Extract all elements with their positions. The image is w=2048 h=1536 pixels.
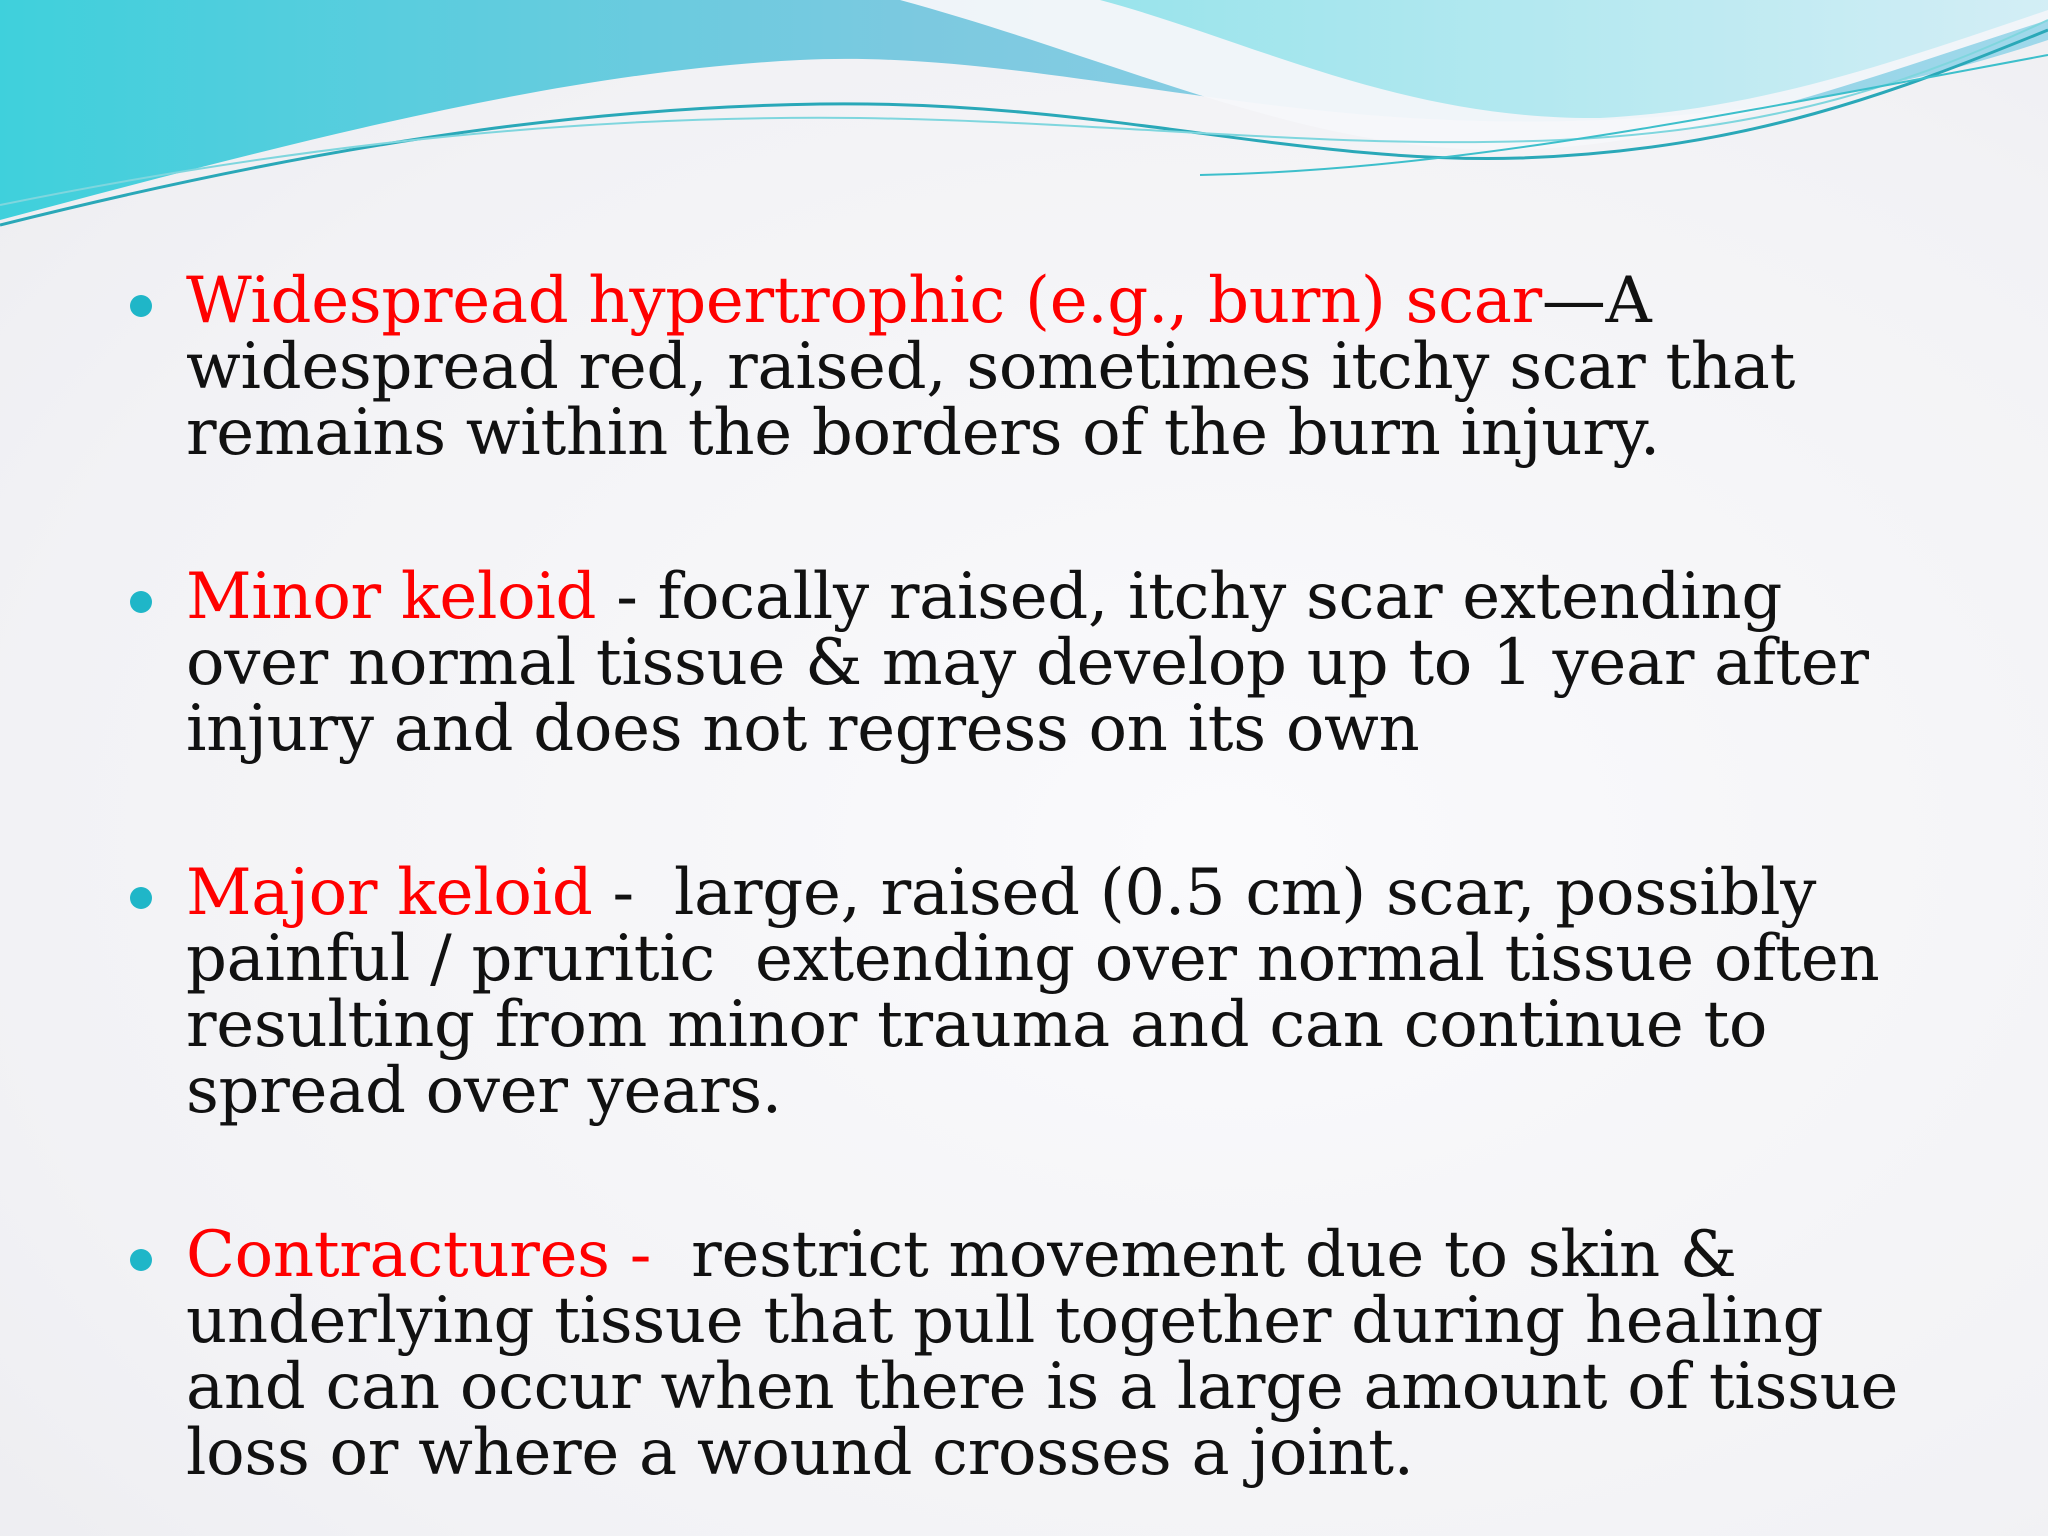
bullet-item-minor-keloid: [130, 560, 1940, 766]
bullet-dot-icon: [130, 591, 152, 613]
bullet-term: Widespread hypertrophic (e.g., burn) scar: [186, 264, 1542, 338]
bullet-item-major-keloid: [130, 856, 1940, 1128]
bullet-description: - focally raised, itchy scar extending over normal tissue & may develop up to 1 year after injury and does not regress on its own: [186, 560, 1889, 766]
bullet-item-contractures: [130, 1218, 1940, 1490]
bullet-description: - large, raised (0.5 cm) scar, possibly painful / pruritic extending over normal tissue often resulting from minor trauma and can continue to spread over years.: [186, 856, 1900, 1128]
bullet-dot-icon: [130, 887, 152, 909]
bullet-dot-icon: [130, 1249, 152, 1271]
bullet-dot-icon: [130, 295, 152, 317]
header-wave-decoration: [0, 0, 2048, 240]
bullet-description: restrict movement due to skin & underlying tissue that pull together during healing and can occur when there is a large amount of tissue loss or where a wound crosses a joint.: [186, 1218, 1919, 1490]
bullet-term: Contractures -: [186, 1218, 672, 1292]
bullet-item-hypertrophic-scar: [130, 264, 1940, 470]
bullet-term: Minor keloid: [186, 560, 597, 634]
bullet-term: Major keloid: [186, 856, 593, 930]
bullet-description: —A widespread red, raised, sometimes itchy scar that remains within the borders of the burn injury.: [186, 264, 1816, 470]
bullet-list: [130, 264, 1940, 1490]
